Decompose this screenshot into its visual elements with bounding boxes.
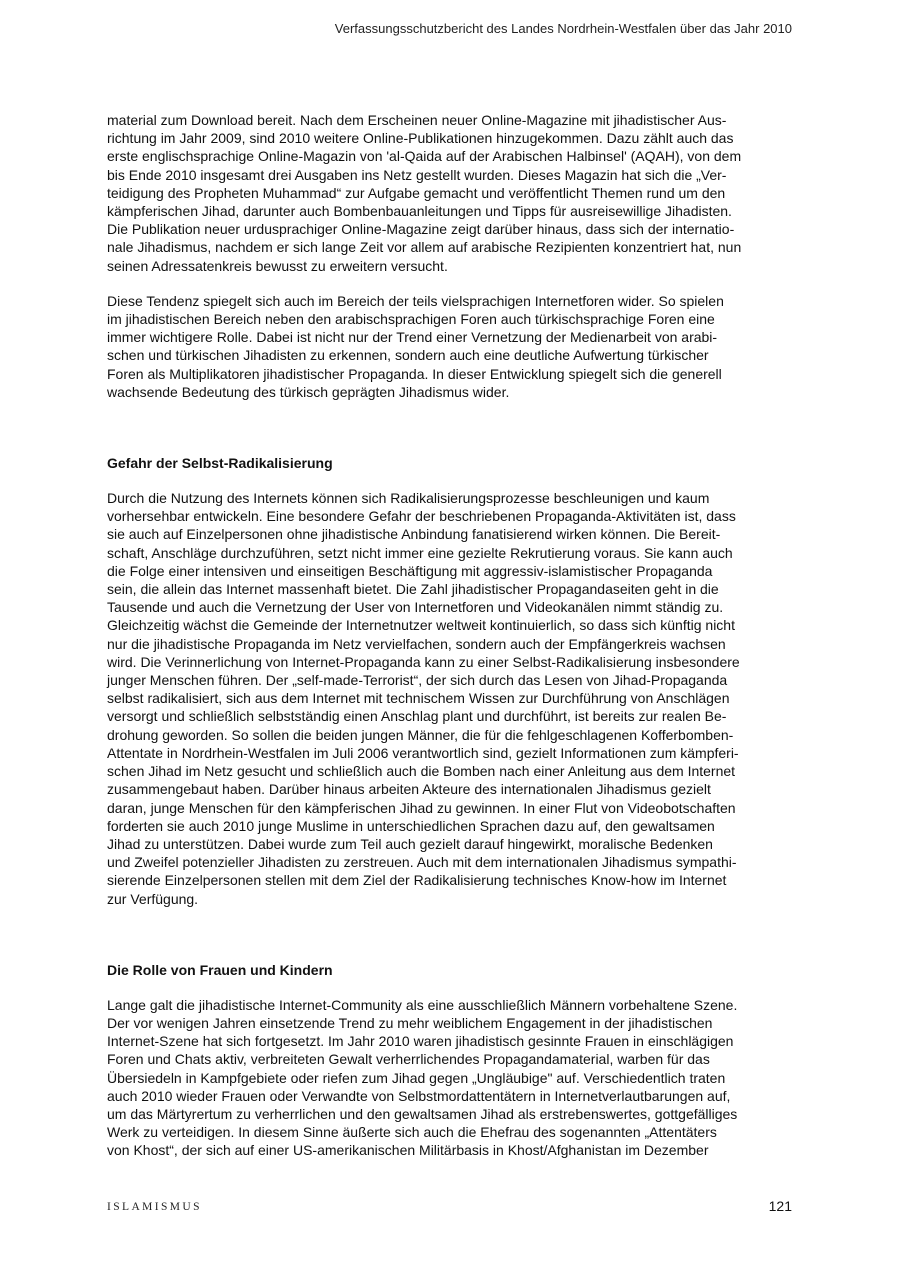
text-line: erste englischsprachige Online-Magazin von 'al-Qaida auf der Arabischen Halbinsel' (AQAH), von dem [107, 148, 742, 165]
text-line: Übersiedeln in Kampfgebiete oder riefen zum Jihad gegen „Ungläubige" auf. Verschiedentlich traten [107, 1069, 726, 1086]
text-line: Internet-Szene hat sich fortgesetzt. Im Jahr 2010 waren jihadistisch gesinnte Frauen in einschlägigen [107, 1033, 734, 1050]
section-heading-women-children: Die Rolle von Frauen und Kindern [107, 961, 333, 978]
text-line: im jihadistischen Bereich neben den arabischsprachigen Foren auch türkischsprachige Foren eine [107, 311, 715, 328]
text-line: Lange galt die jihadistische Internet-Community als eine ausschließlich Männern vorbehaltene Szene. [107, 996, 738, 1013]
text-line: Die Publikation neuer urdusprachiger Online-Magazine zeigt darüber hinaus, dass sich der internatio- [107, 221, 735, 238]
paragraph-self-radicalisation [107, 489, 795, 908]
text-line: Der vor wenigen Jahren einsetzende Trend zu mehr weiblichem Engagement in der jihadistischen [107, 1014, 713, 1031]
text-line: immer wichtigere Rolle. Dabei ist nicht nur der Trend einer Vernetzung der Medienarbeit von arabi- [107, 329, 718, 346]
text-line: sierende Einzelpersonen stellen mit dem Ziel der Radikalisierung technisches Know-how im Internet [107, 872, 727, 889]
text-line: Attentate in Nordrhein-Westfalen im Juli 2006 verantwortlich sind, gezielt Informationen zum kämpferi- [107, 744, 739, 761]
text-line: Gleichzeitig wächst die Gemeinde der Internetnutzer weltweit kontinuierlich, so dass sich künftig nicht [107, 617, 735, 634]
text-line: forderten sie auch 2010 junge Muslime in unterschiedlichen Sprachen dazu auf, den gewaltsamen [107, 817, 715, 834]
text-line: schaft, Anschläge durchzuführen, setzt nicht immer eine gezielte Rekrutierung voraus. Sie kann auch [107, 544, 733, 561]
text-line: vorhersehbar entwickeln. Eine besondere Gefahr der beschriebenen Propaganda-Aktivitäten ist, dass [107, 508, 736, 525]
page-number: 121 [768, 1198, 792, 1214]
text-line: sein, die allein das Internet massenhaft bietet. Die Zahl jihadistischer Propagandaseiten geht in die [107, 581, 719, 598]
text-line: von Khost“, der sich auf einer US-amerikanischen Militärbasis in Khost/Afghanistan im Dezember [107, 1142, 709, 1159]
text-line: drohung geworden. So sollen die beiden jungen Männer, die für die fehlgeschlagenen Kofferbomben- [107, 726, 734, 743]
footer-section-label: ISLAMISMUS [107, 1201, 202, 1213]
text-line: nale Jihadismus, nachdem er sich lange Zeit vor allem auf arabische Rezipienten konzentriert hat, nun [107, 239, 742, 256]
text-line: selbst radikalisiert, sich aus dem Internet mit technischem Wissen zur Durchführung von Anschlägen [107, 690, 730, 707]
text-line: versorgt und schließlich selbstständig einen Anschlag plant und durchführt, ist bereits zur realen Be- [107, 708, 727, 725]
text-line: Werk zu verteidigen. In diesem Sinne äußerte sich auch die Ehefrau des sogenannten „Attentäters [107, 1124, 717, 1141]
text-line: kämpferischen Jihad, darunter auch Bombenbauanleitungen und Tipps für ausreisewillige Jihadisten. [107, 203, 732, 220]
text-line: wird. Die Verinnerlichung von Internet-Propaganda kann zu einer Selbst-Radikalisierung insbesondere [107, 653, 740, 670]
text-line: Foren als Multiplikatoren jihadistischer Propaganda. In dieser Entwicklung spiegelt sich die generell [107, 365, 722, 382]
running-header: Verfassungsschutzbericht des Landes Nordrhein-Westfalen über das Jahr 2010 [334, 21, 792, 36]
paragraph-online-magazines [107, 111, 795, 275]
text-line: nur die jihadistische Propaganda im Netz vervielfachen, sondern auch der Empfängerkreis wachsen [107, 635, 726, 652]
text-line: richtung im Jahr 2009, sind 2010 weitere Online-Publikationen hinzugekommen. Dazu zählt auch das [107, 130, 734, 147]
text-line: um das Märtyrertum zu verherrlichen und den gewaltsamen Jihad als erstrebenswertes, gottgefälliges [107, 1105, 738, 1122]
text-line: auch 2010 wieder Frauen oder Verwandte von Selbstmordattentätern in Internetverlautbarungen auf, [107, 1087, 731, 1104]
page-content [107, 111, 795, 1160]
text-line: seinen Adressatenkreis bewusst zu erweitern versucht. [107, 257, 448, 274]
text-line: material zum Download bereit. Nach dem Erscheinen neuer Online-Magazine mit jihadistischer Aus- [107, 112, 727, 128]
text-line: die Folge einer intensiven und einseitigen Beschäftigung mit aggressiv-islamistischer Propaganda [107, 562, 713, 579]
text-line: Jihad zu unterstützen. Dabei wurde zum Teil auch gezielt darauf hingewirkt, moralische Bedenken [107, 835, 713, 852]
section-heading-self-radicalisation: Gefahr der Selbst-Radikalisierung [107, 455, 333, 472]
text-line: und Zweifel potenzieller Jihadisten zu zerstreuen. Auch mit dem internationalen Jihadismus sympathi- [107, 854, 737, 871]
paragraph-internet-forums [107, 292, 795, 401]
text-line: schen und türkischen Jihadisten zu erkennen, sondern auch eine deutliche Aufwertung türkischer [107, 347, 709, 364]
text-line: Foren und Chats aktiv, verbreiteten Gewalt verherrlichendes Propagandamaterial, warben für das [107, 1051, 710, 1068]
text-line: schen Jihad im Netz gesucht und schließlich auch die Bomben nach einer Anleitung aus dem Internet [107, 763, 736, 780]
text-line: Diese Tendenz spiegelt sich auch im Bereich der teils vielsprachigen Internetforen wider. So spielen [107, 292, 724, 309]
text-line: Tausende und auch die Vernetzung der User von Internetforen und Videokanälen nimmt ständig zu. [107, 599, 724, 616]
text-line: teidigung des Propheten Muhammad“ zur Aufgabe gemacht und veröffentlicht Themen rund um den [107, 184, 726, 201]
text-line: zur Verfügung. [107, 890, 199, 907]
text-line: Durch die Nutzung des Internets können sich Radikalisierungsprozesse beschleunigen und kaum [107, 490, 710, 507]
text-line: bis Ende 2010 insgesamt drei Ausgaben ins Netz gestellt wurden. Dieses Magazin hat sich die „Ver- [107, 166, 727, 183]
paragraph-women-children [107, 996, 795, 1160]
text-line: daran, junge Menschen für den kämpferischen Jihad zu gewinnen. In einer Flut von Videobotschaften [107, 799, 736, 816]
text-line: zusammengebaut haben. Darüber hinaus arbeiten Akteure des internationalen Jihadismus gezielt [107, 781, 711, 798]
text-line: wachsende Bedeutung des türkisch geprägten Jihadismus wider. [107, 383, 510, 400]
text-line: sie auch auf Einzelpersonen ohne jihadistische Anbindung fanatisierend wirken können. Die Bereit- [107, 526, 721, 543]
text-line: junger Menschen führen. Der „self-made-Terrorist“, der sich durch das Lesen von Jihad-Propaganda [107, 672, 728, 689]
